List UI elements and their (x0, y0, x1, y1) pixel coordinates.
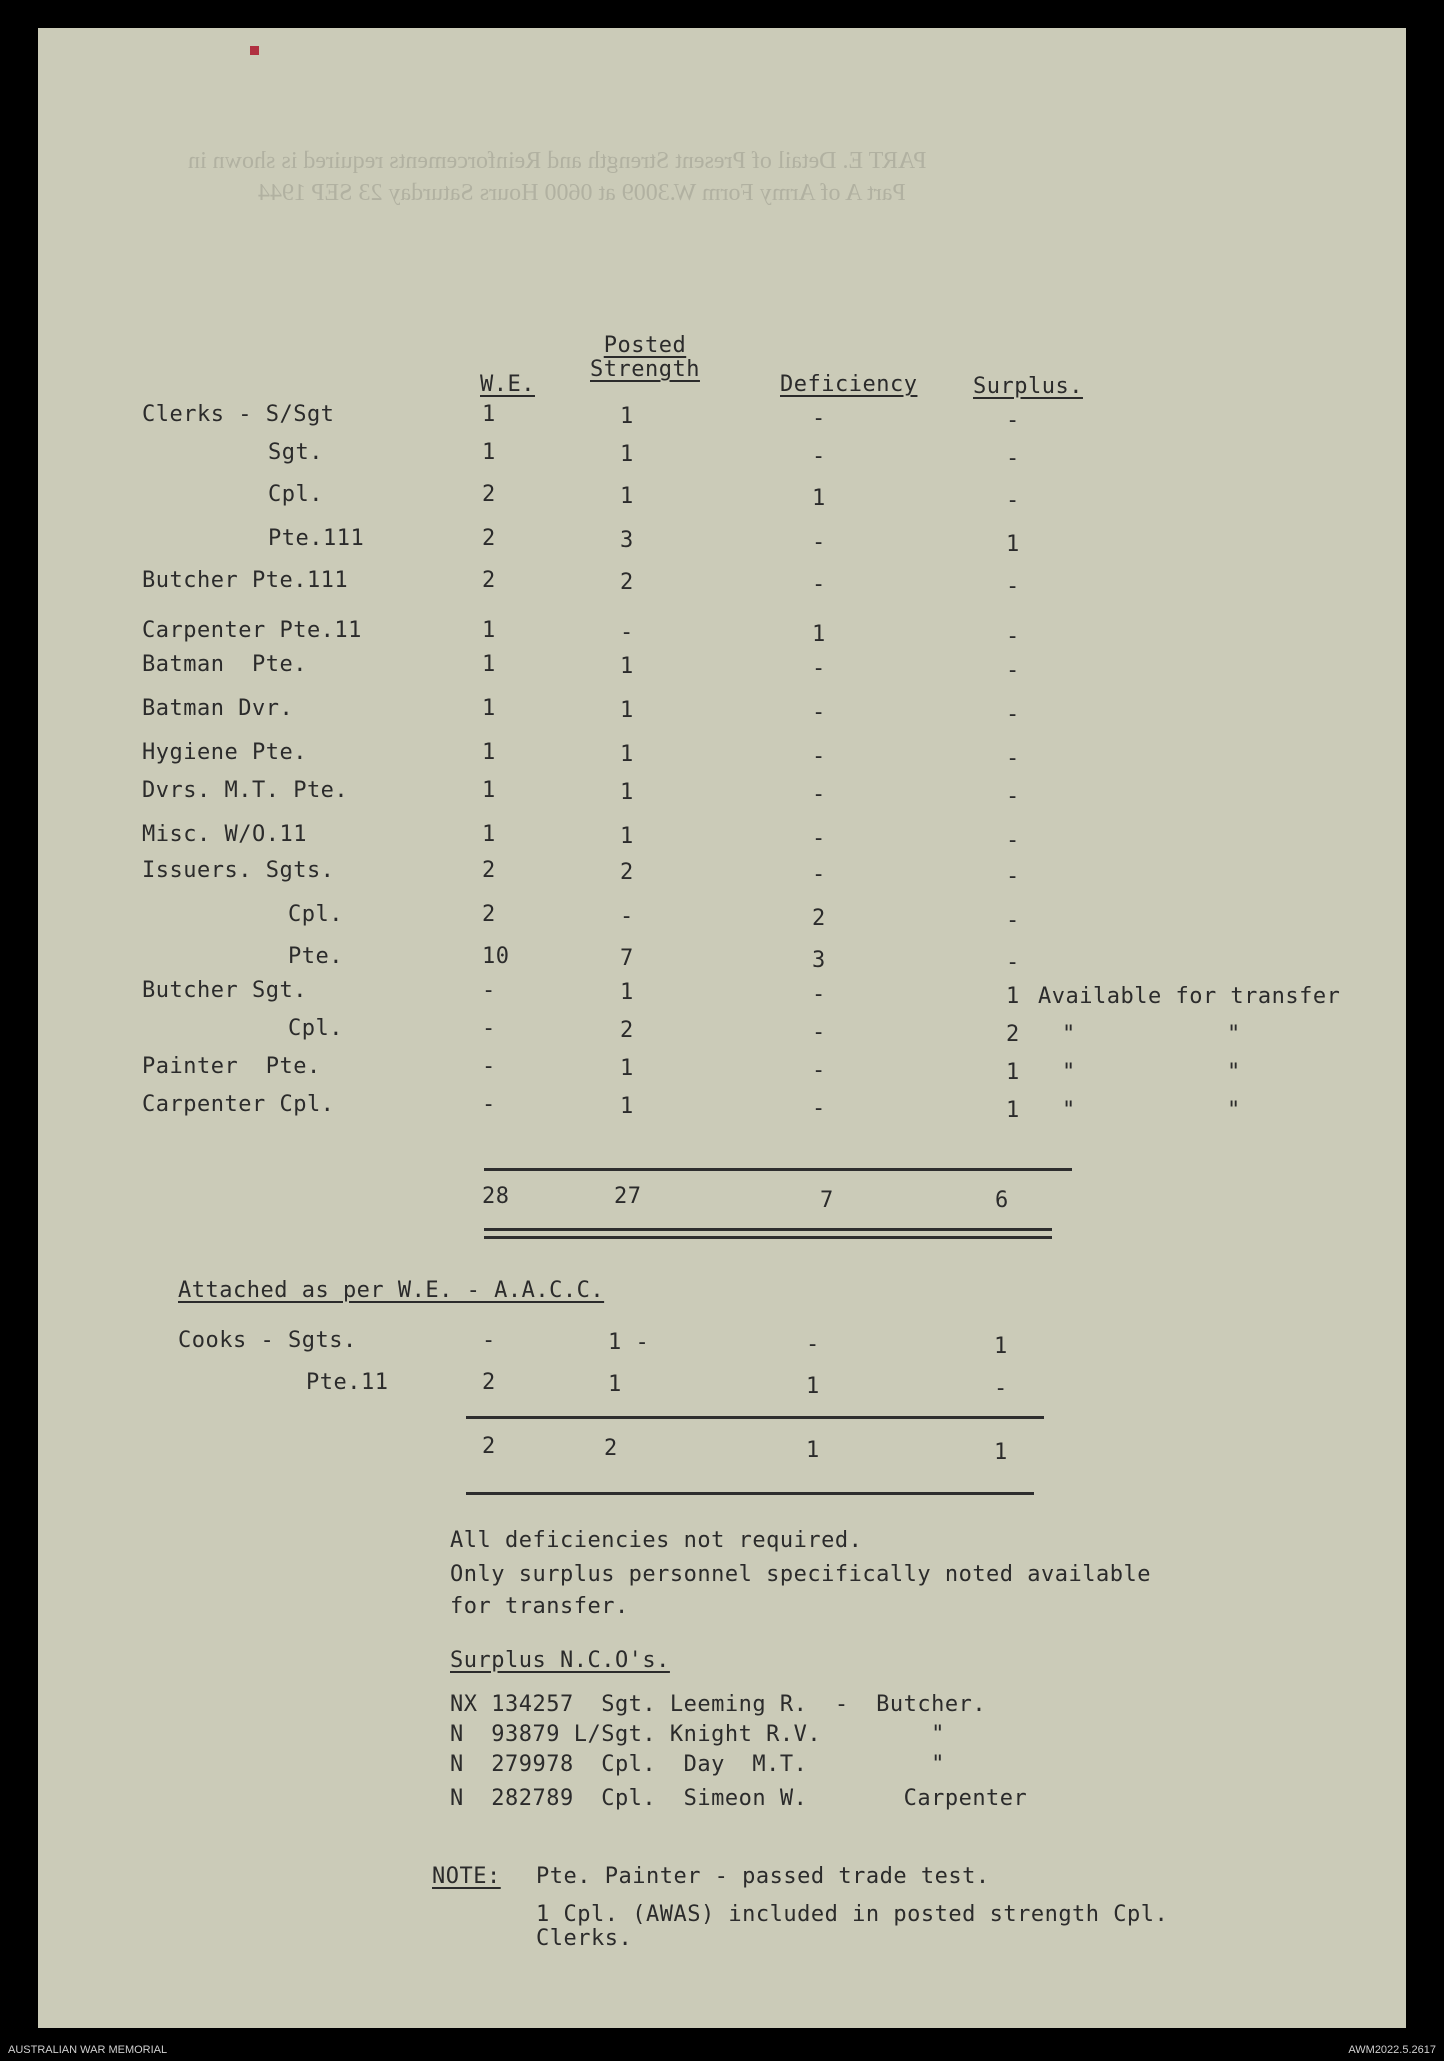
total-we: 28 (482, 1184, 510, 1209)
red-ink-mark (250, 46, 259, 55)
row-surplus: - (1006, 446, 1020, 471)
row-deficiency: - (812, 826, 826, 851)
row-surplus: - (1006, 658, 1020, 683)
row-we: 1 (482, 652, 496, 677)
footer-right: AWM2022.5.2617 (1348, 2044, 1436, 2056)
row-deficiency: - (812, 656, 826, 681)
attached-row-surplus: 1 (994, 1334, 1008, 1359)
attached-row-deficiency: - (806, 1332, 820, 1357)
attached-row-posted: 1 (608, 1372, 622, 1397)
row-note: Available for transfer (1038, 984, 1341, 1009)
nco-entry: NX 134257 Sgt. Leeming R. - Butcher. (450, 1692, 987, 1717)
row-surplus: - (1006, 574, 1020, 599)
bleed-through-line-2: Part A of Army Form W.3009 at 0600 Hours Saturday 23 SEP 1944 (258, 180, 906, 206)
row-deficiency: - (812, 572, 826, 597)
row-label: Cpl. (288, 902, 343, 927)
row-we: - (482, 1016, 496, 1041)
row-we: 1 (482, 740, 496, 765)
row-posted: 1 (620, 980, 634, 1005)
row-label: Butcher Pte.111 (142, 568, 349, 593)
row-posted: - (620, 904, 634, 929)
nco-entry: N 93879 L/Sgt. Knight R.V. " (450, 1722, 945, 1747)
row-we: 2 (482, 858, 496, 883)
row-we: 2 (482, 902, 496, 927)
row-posted: 3 (620, 528, 634, 553)
row-posted: 1 (620, 484, 634, 509)
document-page (38, 28, 1406, 2028)
row-we: 1 (482, 402, 496, 427)
attached-row-deficiency: 1 (806, 1374, 820, 1399)
row-surplus: - (1006, 828, 1020, 853)
row-deficiency: - (812, 862, 826, 887)
row-note: " " (1062, 1098, 1241, 1123)
row-label: Painter Pte. (142, 1054, 321, 1079)
header-posted-text: Posted Strength (590, 333, 700, 382)
row-we: 1 (482, 696, 496, 721)
row-deficiency: - (812, 530, 826, 555)
attached-row-label: Pte.11 (306, 1370, 389, 1395)
row-posted: 1 (620, 654, 634, 679)
row-we: 1 (482, 618, 496, 643)
row-deficiency: - (812, 744, 826, 769)
row-deficiency: 2 (812, 906, 826, 931)
row-posted: 1 (620, 1056, 634, 1081)
row-label: Cpl. (268, 482, 323, 507)
attached-row-we: 2 (482, 1370, 496, 1395)
footer-left: AUSTRALIAN WAR MEMORIAL (8, 2044, 168, 2056)
row-surplus: - (1006, 746, 1020, 771)
row-surplus: - (1006, 864, 1020, 889)
totals-rule (484, 1168, 1072, 1171)
row-note: " " (1062, 1022, 1241, 1047)
nco-entry: N 279978 Cpl. Day M.T. " (450, 1752, 945, 1777)
row-surplus: - (1006, 488, 1020, 513)
row-posted: - (620, 620, 634, 645)
row-deficiency: - (812, 406, 826, 431)
row-we: - (482, 1092, 496, 1117)
row-surplus: - (1006, 624, 1020, 649)
row-label: Carpenter Cpl. (142, 1092, 335, 1117)
header-posted-strength (590, 334, 700, 382)
row-posted: 1 (620, 698, 634, 723)
attached-row-surplus: - (994, 1376, 1008, 1401)
bleed-through-line-1: PART E. Detail of Present Strength and Reinforcements required is shown in (188, 148, 927, 174)
row-label: Pte. (288, 944, 343, 969)
total-deficiency: 7 (820, 1188, 834, 1213)
attached-row-posted: 1 - (608, 1330, 650, 1355)
row-we: 1 (482, 440, 496, 465)
row-posted: 1 (620, 442, 634, 467)
row-deficiency: 3 (812, 948, 826, 973)
row-surplus: - (1006, 408, 1020, 433)
note-line-3: Clerks. (536, 1926, 633, 1951)
attached-totals-rule (466, 1416, 1044, 1419)
row-posted: 7 (620, 946, 634, 971)
row-surplus: 1 (1006, 1060, 1020, 1085)
total-surplus: 6 (995, 1188, 1009, 1213)
row-label: Cpl. (288, 1016, 343, 1041)
row-posted: 1 (620, 824, 634, 849)
row-posted: 1 (620, 780, 634, 805)
double-rule-top (484, 1228, 1052, 1231)
note-label: NOTE: (432, 1864, 501, 1889)
row-label: Issuers. Sgts. (142, 858, 335, 883)
row-we: 1 (482, 778, 496, 803)
header-we: W.E. (480, 372, 535, 397)
nco-entry: N 282789 Cpl. Simeon W. Carpenter (450, 1786, 1028, 1811)
row-posted: 2 (620, 570, 634, 595)
row-surplus: 2 (1006, 1022, 1020, 1047)
remark-line-1: All deficiencies not required. (450, 1528, 863, 1553)
attached-total-posted: 2 (604, 1436, 618, 1461)
header-deficiency: Deficiency (780, 372, 918, 397)
row-deficiency: - (812, 1020, 826, 1045)
note-line-2: 1 Cpl. (AWAS) included in posted strength Cpl. (536, 1902, 1169, 1927)
row-posted: 2 (620, 860, 634, 885)
row-deficiency: - (812, 444, 826, 469)
row-label: Pte.111 (268, 526, 365, 551)
attached-total-we: 2 (482, 1434, 496, 1459)
note-line-1: Pte. Painter - passed trade test. (536, 1864, 990, 1889)
row-we: 2 (482, 482, 496, 507)
row-surplus: - (1006, 784, 1020, 809)
row-deficiency: - (812, 782, 826, 807)
row-we: 2 (482, 568, 496, 593)
attached-bottom-rule (466, 1492, 1034, 1495)
total-posted: 27 (614, 1184, 642, 1209)
row-label: Dvrs. M.T. Pte. (142, 778, 349, 803)
row-label: Batman Dvr. (142, 696, 294, 721)
header-surplus: Surplus. (973, 374, 1083, 399)
row-we: 2 (482, 526, 496, 551)
row-we: 1 (482, 822, 496, 847)
row-deficiency: - (812, 700, 826, 725)
row-surplus: - (1006, 702, 1020, 727)
row-label: Clerks - S/Sgt (142, 402, 335, 427)
row-label: Hygiene Pte. (142, 740, 307, 765)
row-label: Batman Pte. (142, 652, 307, 677)
row-label: Carpenter Pte.11 (142, 618, 362, 643)
row-deficiency: 1 (812, 486, 826, 511)
row-posted: 2 (620, 1018, 634, 1043)
row-we: - (482, 978, 496, 1003)
row-posted: 1 (620, 1094, 634, 1119)
remark-line-2: Only surplus personnel specifically noted available (450, 1562, 1152, 1587)
row-posted: 1 (620, 404, 634, 429)
attached-row-label: Cooks - Sgts. (178, 1328, 357, 1353)
row-label: Misc. W/O.11 (142, 822, 307, 847)
attached-total-surplus: 1 (994, 1440, 1008, 1465)
row-surplus: - (1006, 908, 1020, 933)
row-we: 10 (482, 944, 510, 969)
row-we: - (482, 1054, 496, 1079)
row-label: Butcher Sgt. (142, 978, 307, 1003)
attached-heading: Attached as per W.E. - A.A.C.C. (178, 1278, 605, 1303)
row-deficiency: - (812, 1096, 826, 1121)
row-surplus: 1 (1006, 1098, 1020, 1123)
row-deficiency: - (812, 1058, 826, 1083)
row-surplus: 1 (1006, 532, 1020, 557)
double-rule-bottom (484, 1236, 1052, 1239)
attached-row-we: - (482, 1328, 496, 1353)
row-deficiency: 1 (812, 622, 826, 647)
row-deficiency: - (812, 982, 826, 1007)
row-surplus: - (1006, 950, 1020, 975)
attached-total-deficiency: 1 (806, 1438, 820, 1463)
row-note: " " (1062, 1060, 1241, 1085)
surplus-ncos-heading: Surplus N.C.O's. (450, 1648, 670, 1673)
row-label: Sgt. (268, 440, 323, 465)
row-posted: 1 (620, 742, 634, 767)
row-surplus: 1 (1006, 984, 1020, 1009)
remark-line-3: for transfer. (450, 1594, 629, 1619)
